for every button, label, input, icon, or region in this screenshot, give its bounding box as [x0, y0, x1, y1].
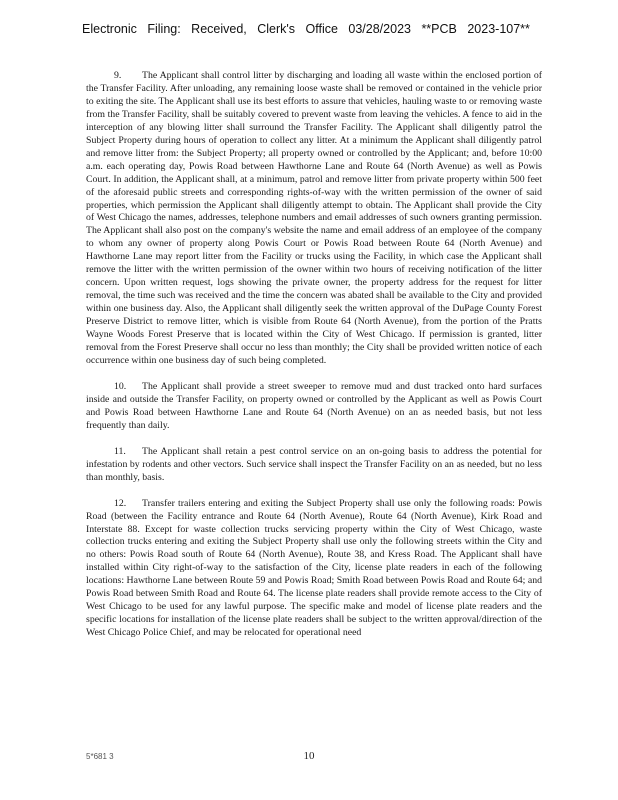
- stamp-date: 03/28/2023: [348, 22, 411, 36]
- stamp-word: Filing:: [147, 22, 181, 36]
- stamp-case-number: 2023-107**: [467, 22, 530, 36]
- paragraph-text: Transfer trailers entering and exiting the Subject Property shall use only the following roads: Powis Road (between the Facility entrance and Route 64 (North Avenue), Route 64 (North Avenue), Kirk Road and Interstate 88. Except for waste collection trucks servicing property within the City of West Chicago, waste collection trucks entering and exiting the Subject Property shall use only the following streets within the City and no others: Powis Road south of Route 64 (North Avenue), Route 38, and Kress Road. The Applicant shall have installed within City right-of-way to the satisfaction of the City, license plate readers in each of the following locations: Hawthorne Lane between Route 59 and Powis Road; Smith Road between Powis Road and Route 64; and Powis Road between Smith Road and Route 64. The license plate readers shall provide remote access to the City of West Chicago to be used for any lawful purpose. The specific make and model of license plate readers and the specific locations for installation of the license plate readers shall be subject to the written approval/direction of the West Chicago Police Chief, and may be relocated for operational need: [86, 497, 542, 639]
- paragraph-text: The Applicant shall retain a pest control service on an on-going basis to address the potential for infestation by rodents and other vectors. Such service shall inspect the Transfer Facility on an as needed, but no less than monthly, basis.: [86, 445, 542, 483]
- paragraph-number: 10.: [114, 380, 127, 392]
- stamp-word: Office: [305, 22, 338, 36]
- paragraph-9: [86, 70, 542, 368]
- paragraph-number: 11.: [114, 445, 126, 457]
- paragraph-11: [86, 446, 542, 485]
- stamp-word: Clerk's: [257, 22, 296, 36]
- paragraph-text: The Applicant shall control litter by discharging and loading all waste within the enclosed portion of the Transfer Facility. After unloading, any remaining loose waste shall be removed or contained in the vehicle prior to exiting the site. The Applicant shall use its best efforts to assure that vehicles, hauling waste to or removing waste from the Transfer Facility, shall be suitably covered to prevent waste from leaving the vehicles. A fence to aid in the interception of any blowing litter shall surround the Transfer Facility. The Applicant shall diligently patrol the Subject Property during hours of operation to collect any litter. At a minimum the Applicant shall diligently patrol and remove litter from: the Subject Property; all property owned or controlled by the Applicant; and, before 10:00 a.m. each operating day, Powis Road between Hawthorne Lane and Route 64 (North Avenue) as well as Powis Court. In addition, the Applicant shall, at a minimum, patrol and remove litter from private property within 500 feet of the aforesaid public streets and corresponding rights-of-way with the written permission of the owner of said properties, which permission the Applicant shall diligently attempt to obtain. The Applicant shall provide the City of West Chicago the names, addresses, telephone numbers and email addresses of such owners granting permission. The Applicant shall also post on the company's website the name and email address of an employee of the company to whom any owner of property along Powis Court or Powis Road between Route 64 (North Avenue) and Hawthorne Lane may report litter from the Facility or trucks using the Facility, in which case the Applicant shall remove the litter with the written permission of the owner within two hours of receiving notification of the litter concern. Upon written request, logs showing the private owner, the property address for the request for litter removal, the time such was received and the time the concern was abated shall be available to the City and provided within one business day. Also, the Applicant shall diligently seek the written approval of the DuPage County Forest Preserve District to remove litter, which is visible from Route 64 (North Avenue), from the portion of the Pratts Wayne Woods Forest Preserve that is located within the City of West Chicago. If permission is granted, litter removal from the Forest Preserve shall occur no less than monthly; the City shall be provided written notice of each occurrence within one business day of such being completed.: [86, 70, 542, 366]
- paragraph-number: 9.: [114, 70, 122, 81]
- stamp-word: Electronic: [82, 22, 137, 36]
- document-body: [86, 70, 542, 653]
- footer-document-code: 5*681 3: [86, 752, 114, 761]
- paragraph-12: [86, 498, 542, 640]
- paragraph-10: [86, 381, 542, 433]
- filing-stamp: [82, 22, 530, 36]
- paragraph-text: The Applicant shall provide a street sweeper to remove mud and dust tracked onto hard surfaces inside and outside the Transfer Facility, on property owned or controlled by the Applicant as well as Powis Court and Powis Road between Hawthorne Lane and Route 64 (North Avenue) on an as needed basis, but not less frequently than daily.: [86, 380, 542, 431]
- paragraph-number: 12.: [114, 497, 127, 509]
- stamp-word: Received,: [191, 22, 247, 36]
- stamp-word: **PCB: [421, 22, 457, 36]
- page-number: 10: [303, 750, 315, 762]
